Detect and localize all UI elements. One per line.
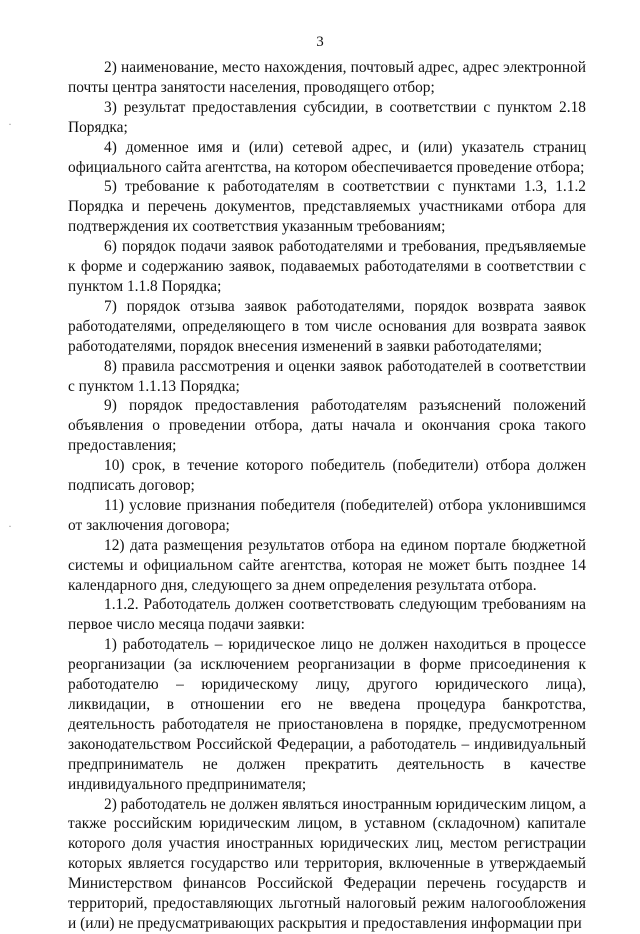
margin-mark: · — [8, 117, 12, 131]
paragraph-item-5: 5) требование к работодателям в соответствии с пунктами 1.3, 1.1.2 Порядка и перечень документов, представляемых участниками отбора для подтверждения их соответствия указанным требованиям; — [68, 178, 586, 236]
paragraph-item-4: 4) доменное имя и (или) сетевой адрес, и (или) указатель страниц официального сайта агентства, на котором обеспечивается проведение отбора; — [68, 138, 586, 176]
paragraph-item-9: 9) порядок предоставления работодателям разъяснений положений объявления о проведении отбора, даты начала и окончания срока такого предоставления; — [68, 397, 586, 455]
requirement-item-2: 2) работодатель не должен являться иностранным юридическим лицом, а также российским юридическим лицом, в уставном (складочном) капитале которого доля участия иностранных юридических лиц, местом регистрации которых является государство или территория, включенные в утверждаемый Министерством финансов Российской Федерации перечень государств и территорий, предоставляющих льготный налоговый режим налогообложения и (или) не предусматривающих раскрытия и предоставления информации при — [68, 795, 586, 932]
paragraph-item-2: 2) наименование, место нахождения, почтовый адрес, адрес электронной почты центра занятости населения, проводящего отбор; — [68, 59, 586, 96]
paragraph-item-12: 12) дата размещения результатов отбора на едином портале бюджетной системы и официальном сайте агентства, которая не может быть позднее 14 календарного дня, следующего за днем определения результата отбора. — [68, 536, 586, 594]
paragraph-item-10: 10) срок, в течение которого победитель (победители) отбора должен подписать договор; — [68, 457, 586, 495]
margin-mark: · — [8, 519, 12, 533]
paragraph-item-7: 7) порядок отзыва заявок работодателями, порядок возврата заявок работодателями, определяющего в том числе основания для возврата заявок работодателями, порядок внесения изменений в заявки работодателями; — [68, 297, 586, 355]
paragraph-item-3: 3) результат предоставления субсидии, в соответствии с пунктом 2.18 Порядка; — [68, 98, 586, 136]
paragraph-item-11: 11) условие признания победителя (победителей) отбора уклонившимся от заключения договора; — [68, 496, 586, 534]
document-body — [68, 58, 586, 934]
requirement-item-1: 1) работодатель – юридическое лицо не должен находиться в процессе реорганизации (за исключением реорганизации в форме присоединения к работодателю – юридическому лицу, другого юридического лица), ликвидации, в отношении его не введена процедура банкротства, деятельность работодателя не приостановлена в порядке, предусмотренном законодательством Российской Федерации, а работодатель – индивидуальный предприниматель не должен прекратить деятельность в качестве индивидуального предпринимателя; — [68, 636, 586, 793]
paragraph-item-8: 8) правила рассмотрения и оценки заявок работодателей в соответствии с пунктом 1.1.13 Порядка; — [68, 357, 586, 395]
paragraph-item-6: 6) порядок подачи заявок работодателями и требования, предъявляемые к форме и содержанию заявок, подаваемых работодателями в соответствии с пунктом 1.1.8 Порядка; — [68, 238, 586, 295]
section-1-1-2-heading: 1.1.2. Работодатель должен соответствовать следующим требованиям на первое число месяца подачи заявки: — [68, 596, 586, 634]
page-number: 3 — [316, 34, 324, 50]
